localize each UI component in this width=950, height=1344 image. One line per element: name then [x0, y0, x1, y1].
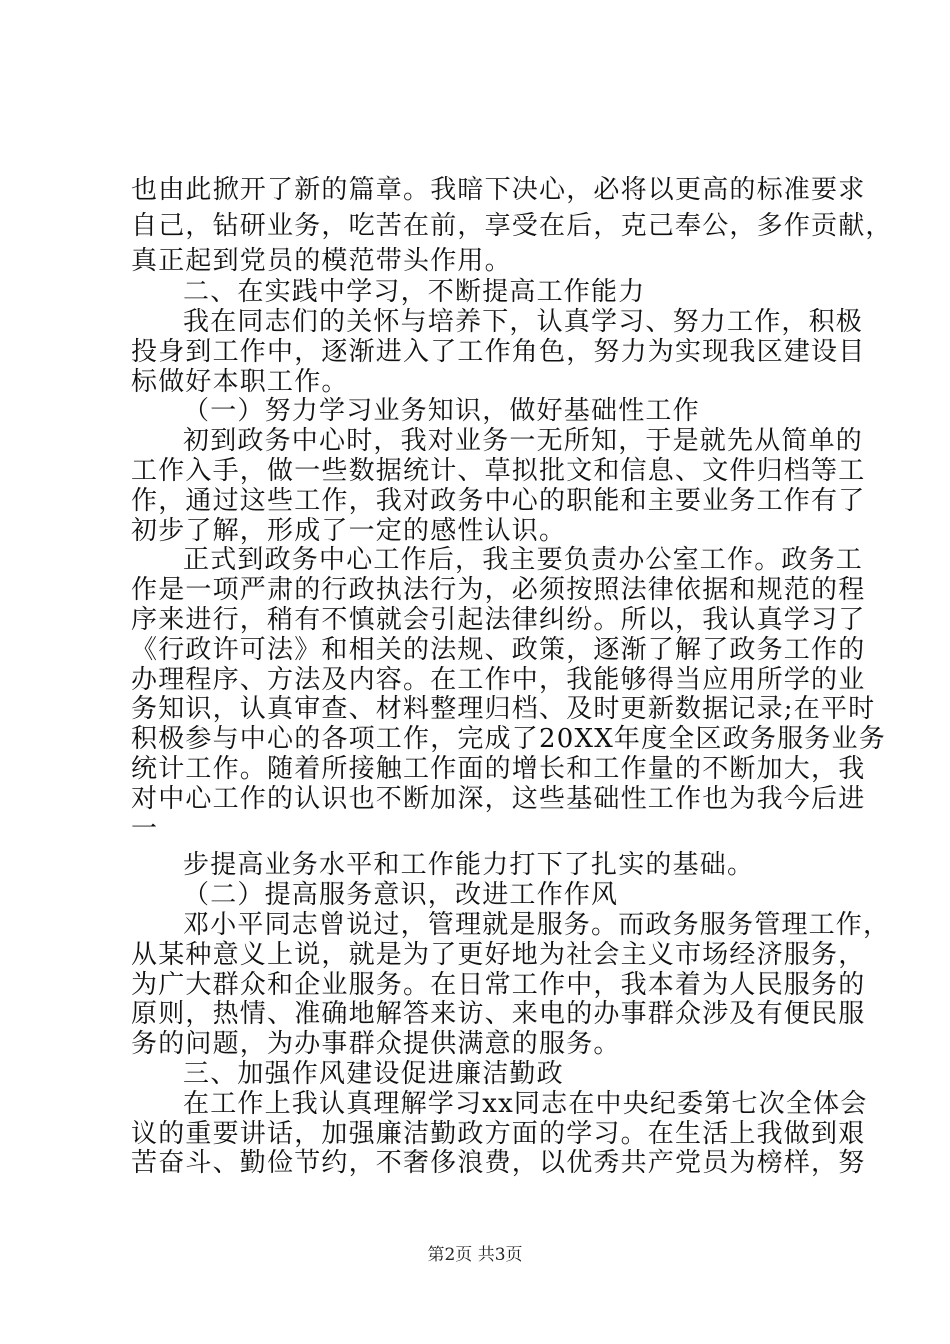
body-text-line: 积极参与中心的各项工作，完成了20XX年度全区政务服务业务	[131, 724, 886, 754]
body-text-line: 从某种意义上说，就是为了更好地为社会主义市场经济服务，	[131, 940, 866, 970]
body-text-line: 作，通过这些工作，我对政务中心的职能和主要业务工作有了	[131, 486, 866, 516]
body-text-line: 对中心工作的认识也不断加深，这些基础性工作也为我今后进	[131, 784, 866, 814]
body-text-line: 在工作上我认真理解学习xx同志在中央纪委第七次全体会	[183, 1089, 868, 1119]
body-text-line: 投身到工作中，逐渐进入了工作角色，努力为实现我区建设目	[131, 337, 866, 367]
subsection-heading-1: （一）努力学习业务知识，做好基础性工作	[183, 396, 700, 426]
body-text-line: 务知识，认真审查、材料整理归档、及时更新数据记录;在平时	[131, 694, 876, 724]
body-text-line: 步提高业务水平和工作能力打下了扎实的基础。	[183, 850, 755, 880]
body-text-line: 真正起到党员的模范带头作用。	[131, 246, 512, 276]
body-text-line: 正式到政务中心工作后，我主要负责办公室工作。政务工	[183, 545, 864, 575]
body-text-line: 标做好本职工作。	[131, 367, 349, 397]
body-text-line: 我在同志们的关怀与培养下，认真学习、努力工作，积极	[183, 307, 864, 337]
body-text-line: 统计工作。随着所接触工作面的增长和工作量的不断加大，我	[131, 754, 866, 784]
body-text-line: 初到政务中心时，我对业务一无所知，于是就先从简单的	[183, 426, 864, 456]
body-text-line: 自己，钻研业务，吃苦在前，享受在后，克己奉公，多作贡献，	[131, 211, 893, 241]
page-number-footer: 第2页 共3页	[427, 1245, 523, 1265]
body-text-line: 初步了解，形成了一定的感性认识。	[131, 516, 567, 546]
body-text-line: 一	[131, 814, 159, 844]
subsection-heading-2: （二）提高服务意识，改进工作作风	[183, 880, 619, 910]
body-text-line: 作是一项严肃的行政执法行为，必须按照法律依据和规范的程	[131, 575, 866, 605]
body-text-line: 务的问题，为办事群众提供满意的服务。	[131, 1029, 621, 1059]
body-text-line: 苦奋斗、勤俭节约，不奢侈浪费，以优秀共产党员为榜样，努	[131, 1148, 866, 1178]
body-text-line: 序来进行，稍有不慎就会引起法律纠纷。所以，我认真学习了	[131, 605, 866, 635]
body-text-line: 也由此掀开了新的篇章。我暗下决心，必将以更高的标准要求	[131, 175, 866, 205]
body-text-line: 《行政许可法》和相关的法规、政策，逐渐了解了政务工作的	[131, 635, 866, 665]
section-heading-2: 二、在实践中学习，不断提高工作能力	[183, 277, 646, 307]
body-text-line: 议的重要讲话，加强廉洁勤政方面的学习。在生活上我做到艰	[131, 1119, 866, 1149]
body-text-line: 办理程序、方法及内容。在工作中，我能够得当应用所学的业	[131, 665, 866, 695]
body-text-line: 工作入手，做一些数据统计、草拟批文和信息、文件归档等工	[131, 456, 866, 486]
body-text-line: 原则，热情、准确地解答来访、来电的办事群众涉及有便民服	[131, 999, 866, 1029]
body-text-line: 邓小平同志曾说过，管理就是服务。而政务服务管理工作，	[183, 910, 891, 940]
section-heading-3: 三、加强作风建设促进廉洁勤政	[183, 1059, 564, 1089]
body-text-line: 为广大群众和企业服务。在日常工作中，我本着为人民服务的	[131, 970, 866, 1000]
